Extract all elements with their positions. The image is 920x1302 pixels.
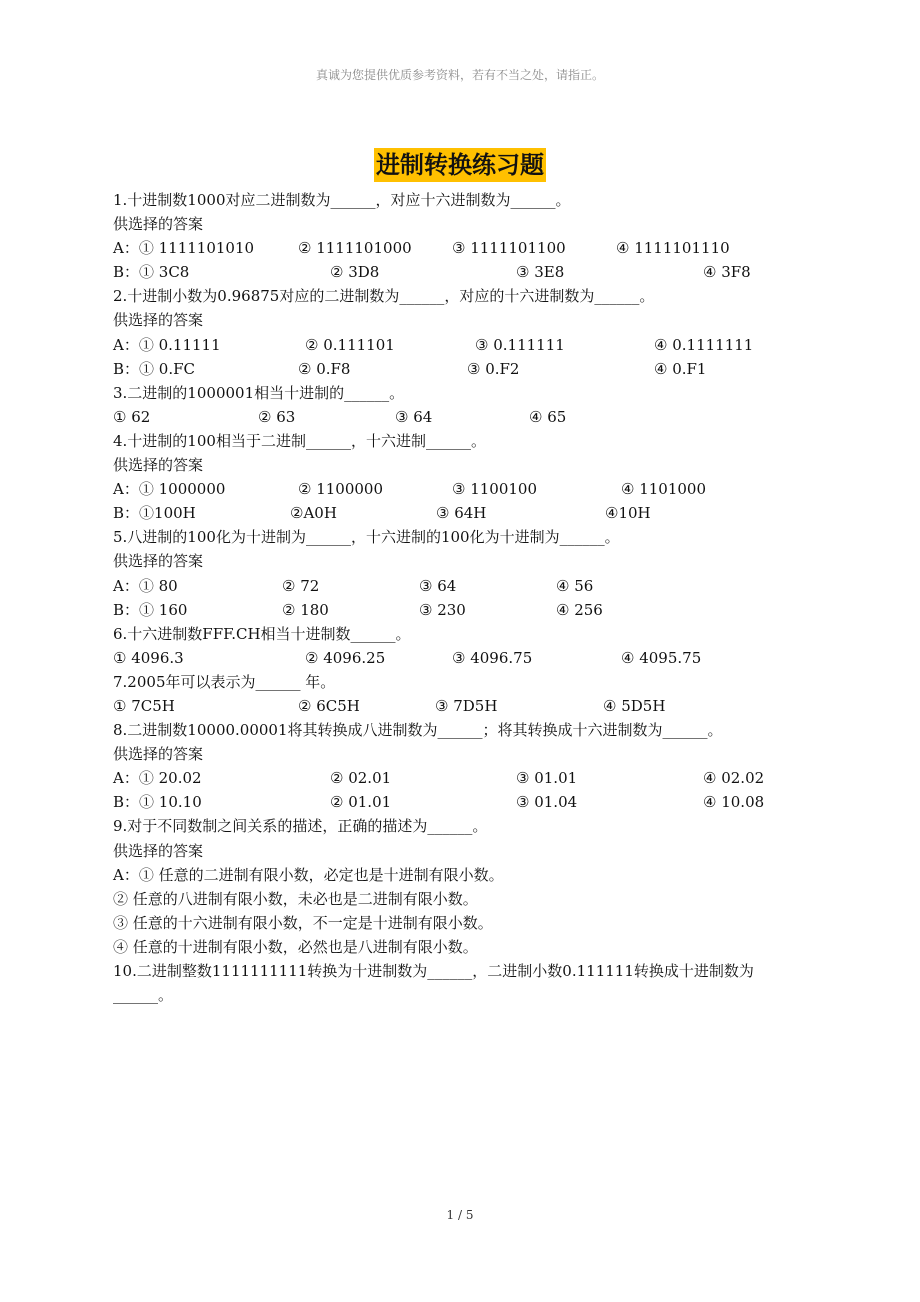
answer-option: ④ 1111101110 (616, 239, 730, 258)
answer-option: ② 01.01 (330, 793, 392, 812)
page-number: 1 / 5 (446, 1208, 474, 1222)
title-container (0, 148, 920, 182)
answer-option: A：① 0.11111 (113, 335, 221, 354)
answer-option: ② 3D8 (330, 263, 380, 282)
text-line: 9.对于不同数制之间关系的描述，正确的描述为______。 (113, 817, 488, 836)
text-line: 10.二进制整数1111111111转换为十进制数为______，二进制小数0.111111转换成十进制数为 (113, 962, 754, 980)
answer-option: ② 02.01 (330, 769, 392, 788)
answer-option: ④ 56 (556, 576, 594, 595)
answer-option: ② 6C5H (298, 696, 360, 715)
answer-options-row (113, 405, 813, 429)
text-line: 4.十进制的100相当于二进制______，十六进制______。 (113, 431, 486, 450)
text-line: 8.二进制数10000.00001将其转换成八进制数为______；将其转换成十六进制数为______。 (113, 721, 723, 740)
text-line: 供选择的答案 (113, 456, 204, 475)
text-line: 供选择的答案 (113, 841, 204, 860)
answer-options-row (113, 574, 813, 598)
answer-option: ③ 0.F2 (467, 359, 520, 378)
answer-option: ② 0.111101 (305, 335, 395, 354)
text-line: 1.十进制数1000对应二进制数为______，对应十六进制数为______。 (113, 191, 571, 209)
answer-option: B：① 10.10 (113, 793, 202, 812)
answer-option: ① 7C5H (113, 696, 175, 715)
text-line: A：① 任意的二进制有限小数，必定也是十进制有限小数。 (113, 865, 504, 884)
answer-option: ④ 0.F1 (654, 359, 707, 378)
text-line: 供选择的答案 (113, 745, 204, 764)
text-line: 供选择的答案 (113, 552, 204, 571)
answer-options-row (113, 598, 813, 622)
answer-option: ③ 64 (395, 407, 433, 426)
answer-option: ② 4096.25 (305, 648, 386, 667)
answer-option: ④ 3F8 (703, 263, 751, 282)
answer-options-row (113, 477, 813, 501)
answer-option: ④ 10.08 (703, 793, 765, 812)
answer-option: ③ 64H (436, 504, 487, 523)
answer-option: ④ 02.02 (703, 769, 765, 788)
text-line: 供选择的答案 (113, 215, 204, 234)
answer-option: ④ 0.1111111 (654, 335, 754, 354)
answer-option: ④ 4095.75 (621, 648, 702, 667)
answer-option: ② 63 (258, 407, 296, 426)
answer-option: B：① 160 (113, 600, 188, 619)
answer-option: ③ 01.01 (516, 769, 578, 788)
question-list (113, 188, 813, 1007)
answer-option: ③ 3E8 (516, 263, 565, 282)
answer-option: B：① 3C8 (113, 263, 190, 282)
answer-options-row (113, 260, 813, 284)
answer-option: A：① 1111101010 (113, 239, 255, 258)
answer-option: ③ 1111101100 (452, 239, 566, 258)
answer-option: ④10H (605, 504, 651, 523)
answer-options-row (113, 646, 813, 670)
answer-option: ④ 5D5H (603, 696, 666, 715)
answer-option: ① 62 (113, 407, 151, 426)
text-line: ④ 任意的十进制有限小数，必然也是八进制有限小数。 (113, 937, 478, 956)
answer-option: ③ 0.111111 (475, 335, 565, 354)
answer-option: ③ 64 (419, 576, 457, 595)
answer-option: ② 0.F8 (298, 359, 351, 378)
answer-option: ① 4096.3 (113, 648, 184, 667)
answer-option: ④ 65 (529, 407, 567, 426)
answer-options-row (113, 501, 813, 525)
answer-option: ③ 230 (419, 600, 466, 619)
answer-options-row (113, 766, 813, 790)
header-note: 真诚为您提供优质参考资料，若有不当之处，请指正。 (315, 68, 604, 82)
text-line: 5.八进制的100化为十进制为______，十六进制的100化为十进制为______。 (113, 528, 620, 547)
answer-option: B：① 0.FC (113, 359, 195, 378)
answer-option: ③ 01.04 (516, 793, 578, 812)
answer-options-row (113, 357, 813, 381)
page-title: 进制转换练习题 (374, 148, 546, 182)
answer-options-row (113, 694, 813, 718)
answer-option: ③ 4096.75 (452, 648, 533, 667)
answer-option: A：① 1000000 (113, 480, 226, 499)
answer-option: ③ 1100100 (452, 480, 538, 499)
answer-option: B：①100H (113, 504, 196, 523)
text-line: ______。 (113, 986, 174, 1005)
text-line: 2.十进制小数为0.96875对应的二进制数为______，对应的十六进制数为______。 (113, 287, 655, 306)
answer-option: A：① 80 (113, 576, 178, 595)
answer-options-row (113, 790, 813, 814)
text-line: 供选择的答案 (113, 311, 204, 330)
text-line: 6.十六进制数FFF.CH相当十进制数______。 (113, 624, 411, 643)
answer-option: ④ 256 (556, 600, 603, 619)
answer-option: ④ 1101000 (621, 480, 707, 499)
answer-option: A：① 20.02 (113, 769, 202, 788)
answer-option: ②A0H (290, 504, 337, 523)
answer-option: ② 1111101000 (298, 239, 412, 258)
answer-option: ② 1100000 (298, 480, 384, 499)
answer-options-row (113, 236, 813, 260)
text-line: 7.2005年可以表示为______ 年。 (113, 672, 336, 691)
text-line: ② 任意的八进制有限小数，未必也是二进制有限小数。 (113, 889, 478, 908)
text-line: ③ 任意的十六进制有限小数，不一定是十进制有限小数。 (113, 913, 493, 932)
answer-option: ③ 7D5H (435, 696, 498, 715)
answer-options-row (113, 333, 813, 357)
answer-option: ② 72 (282, 576, 320, 595)
text-line: 3.二进制的1000001相当十进制的______。 (113, 383, 405, 402)
answer-option: ② 180 (282, 600, 329, 619)
